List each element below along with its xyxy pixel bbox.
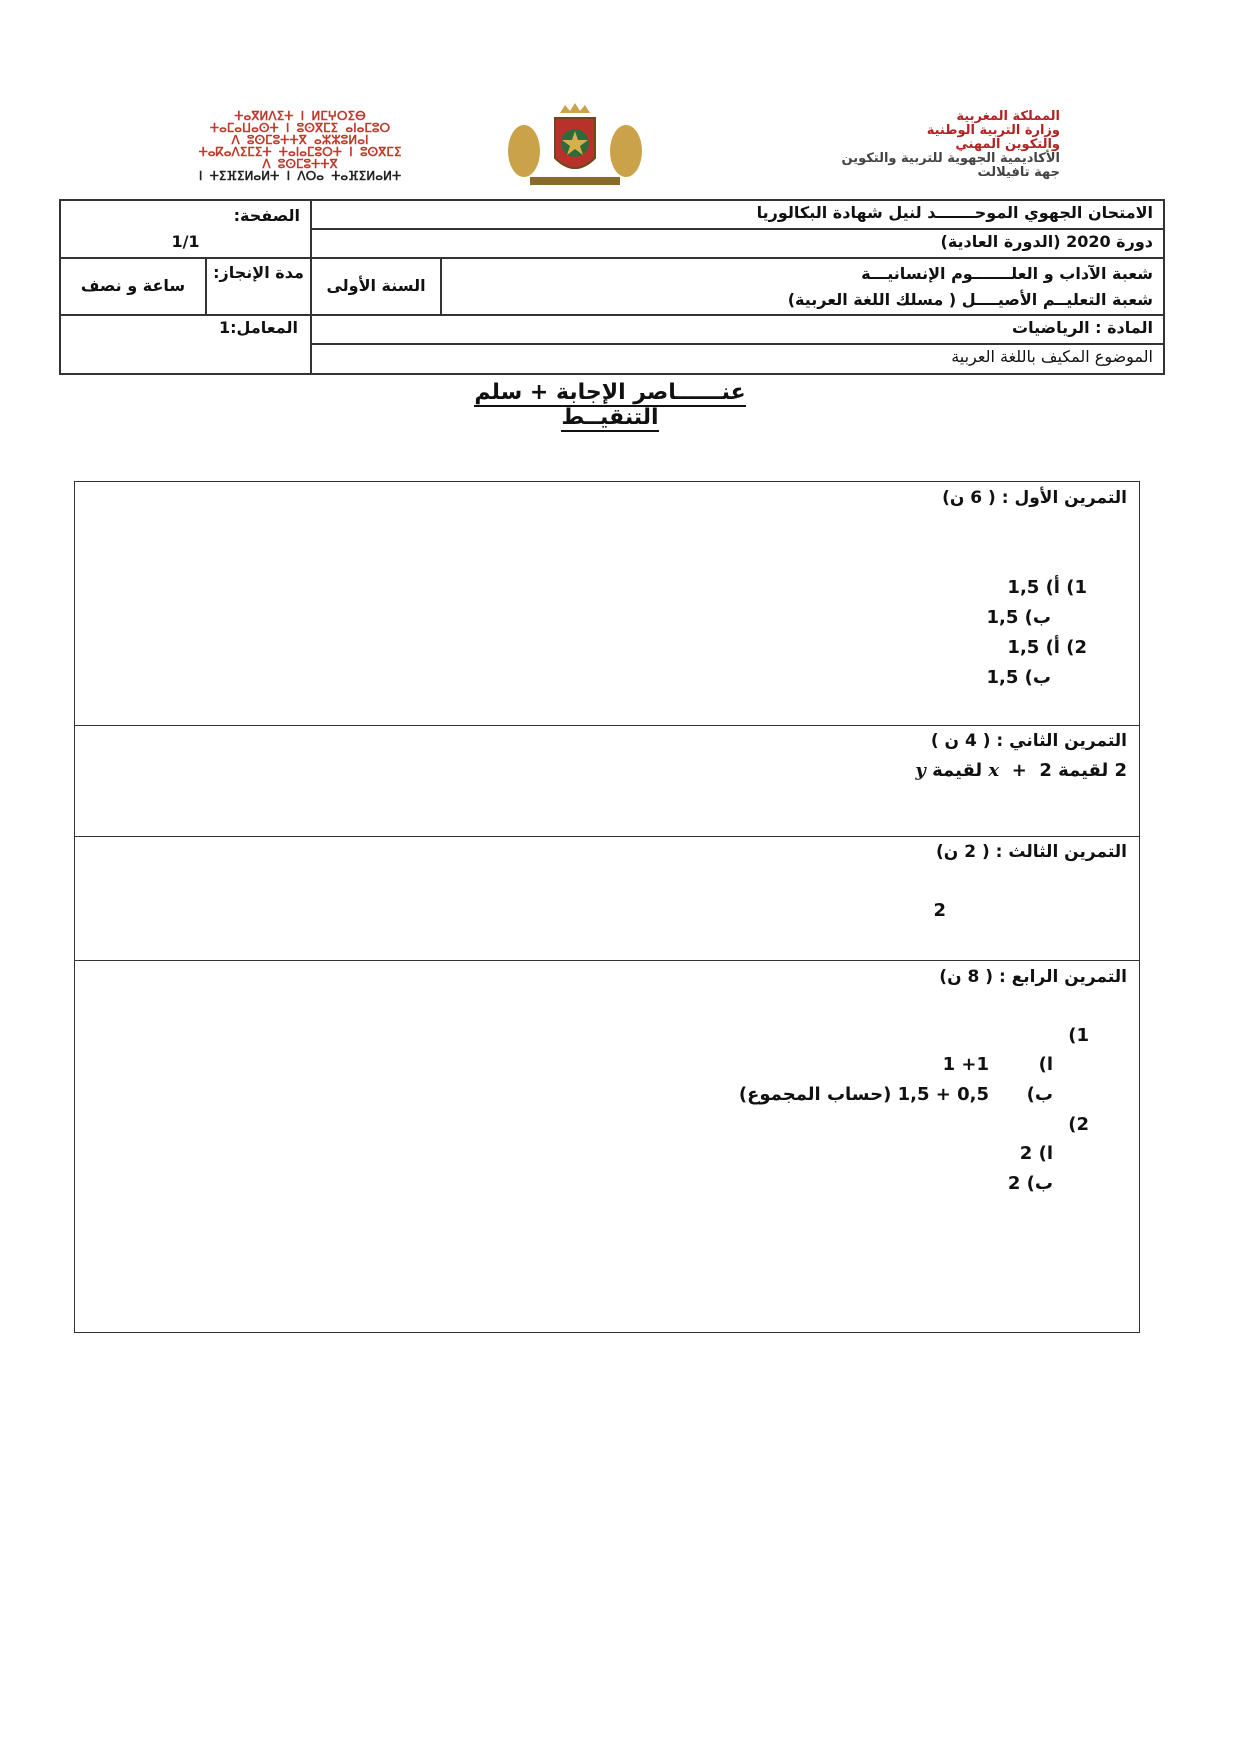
branch-1: شعبة الآداب و العلـــــــوم الإنسانيـــة xyxy=(861,264,1153,283)
ex4-q1b-label: ب) xyxy=(1026,1084,1053,1105)
page-label: الصفحة: xyxy=(233,206,300,225)
topic-cell xyxy=(311,344,1164,374)
tifinagh-line: ⵜⴰⵎⴰⵡⴰⵙⵜ ⵏ ⵓⵙⴳⵎⵉ ⴰⵏⴰⵎⵓⵔ xyxy=(209,121,391,135)
ex4-q2a: ا) 2 xyxy=(1019,1143,1053,1164)
var-y: y xyxy=(915,760,926,781)
header-line: جهة تافيلالت xyxy=(977,165,1060,180)
header-line: المملكة المغربية xyxy=(956,109,1060,124)
ministry-header xyxy=(650,110,1060,180)
ex4-q1b-value: 0,5 + 1,5 (حساب المجموع) xyxy=(738,1084,989,1105)
ex1-line: ب) 1,5 xyxy=(986,607,1051,628)
session-cell xyxy=(311,229,1164,258)
ex1-line: ب) 1,5 xyxy=(986,667,1051,688)
page-value: 1/1 xyxy=(171,232,200,251)
duration-value: ساعة و نصف xyxy=(80,276,186,295)
ex1-line: 2) أ) 1,5 xyxy=(1007,637,1087,658)
ex1-line: 1) أ) 1,5 xyxy=(1007,577,1087,598)
ex4-q1: (1 xyxy=(1068,1025,1089,1046)
duration-label-cell xyxy=(206,258,311,315)
tifinagh-line: ⴷ ⵓⵙⵎⵓⵜⵜⴳ ⴰⵣⵣⵓⵍⴰⵏ xyxy=(231,133,369,147)
duration-label: مدة الإنجاز: xyxy=(213,263,304,282)
ex2-title: التمرين الثاني : ( 4 ن ) xyxy=(930,731,1127,751)
ex4-q2: (2 xyxy=(1068,1114,1089,1135)
subject: المادة : الرياضيات xyxy=(1012,318,1153,337)
ex3-title: التمرين الثالث : ( 2 ن) xyxy=(935,842,1127,862)
branch-2: شعبة التعليــم الأصيــــل ( مسلك اللغة العربية) xyxy=(787,290,1153,309)
ex2-part-a: 2 لقيمة xyxy=(1058,760,1127,781)
duration-value-cell xyxy=(60,258,206,315)
coefficient-cell xyxy=(60,315,311,374)
divider xyxy=(75,836,1139,837)
ex2-answer xyxy=(915,760,1127,781)
tifinagh-line: ⵜⴰⴽⴰⴷⵉⵎⵉⵜ ⵜⴰⵏⴰⵎⵓⵔⵜ ⵏ ⵓⵙⴳⵎⵉ xyxy=(198,145,402,159)
session: دورة 2020 (الدورة العادية) xyxy=(940,232,1153,251)
ex4-title: التمرين الرابع : ( 8 ن) xyxy=(939,967,1127,987)
divider xyxy=(75,725,1139,726)
divider xyxy=(75,960,1139,961)
topic: الموضوع المكيف باللغة العربية xyxy=(951,347,1153,366)
var-x: x xyxy=(988,760,1000,781)
subject-cell xyxy=(311,315,1164,344)
year: السنة الأولى xyxy=(326,276,426,295)
page-cell xyxy=(60,200,311,258)
tifinagh-line: ⵜⴰⴳⵍⴷⵉⵜ ⵏ ⵍⵎⵖⵔⵉⴱ xyxy=(234,109,366,123)
header-line: الأكاديمية الجهوية للتربية والتكوين xyxy=(841,151,1060,166)
ex4-q1a-value: 1 +1 xyxy=(942,1054,989,1075)
ex3-value: 2 xyxy=(933,900,946,921)
tifinagh-header xyxy=(135,110,465,182)
header-line: والتكوين المهني xyxy=(955,137,1060,152)
main-title xyxy=(430,380,790,430)
ex2-part-b: 2 لقيمة xyxy=(932,760,1052,781)
answer-box xyxy=(74,481,1140,1333)
coefficient: المعامل:1 xyxy=(219,318,298,337)
header-line: وزارة التربية الوطنية xyxy=(926,123,1060,138)
ex1-title: التمرين الأول : ( 6 ن) xyxy=(942,488,1127,508)
coat-of-arms-emblem xyxy=(500,103,650,188)
exam-info-table xyxy=(59,199,1165,375)
main-title-text: عنــــــاصر الإجابة + سلم التنقيــط xyxy=(474,380,746,430)
tifinagh-line: ⵏ ⵜⵉⴼⵉⵍⴰⵍⵜ ⵏ ⴷⵔⴰ ⵜⴰⴼⵉⵍⴰⵍⵜ xyxy=(198,169,402,183)
tifinagh-line: ⴷ ⵓⵙⵎⵓⵜⵜⴳ xyxy=(262,157,338,171)
ex4-q1a-label: ا) xyxy=(1038,1054,1053,1075)
ex4-q2b: ب) 2 xyxy=(1007,1173,1053,1194)
plus-sign: + xyxy=(1011,760,1027,781)
exam-title: الامتحان الجهوي الموحـــــــد لنيل شهادة البكالوريا xyxy=(756,203,1153,222)
branch-cell xyxy=(441,258,1164,315)
year-cell xyxy=(311,258,441,315)
exam-title-cell xyxy=(311,200,1164,229)
